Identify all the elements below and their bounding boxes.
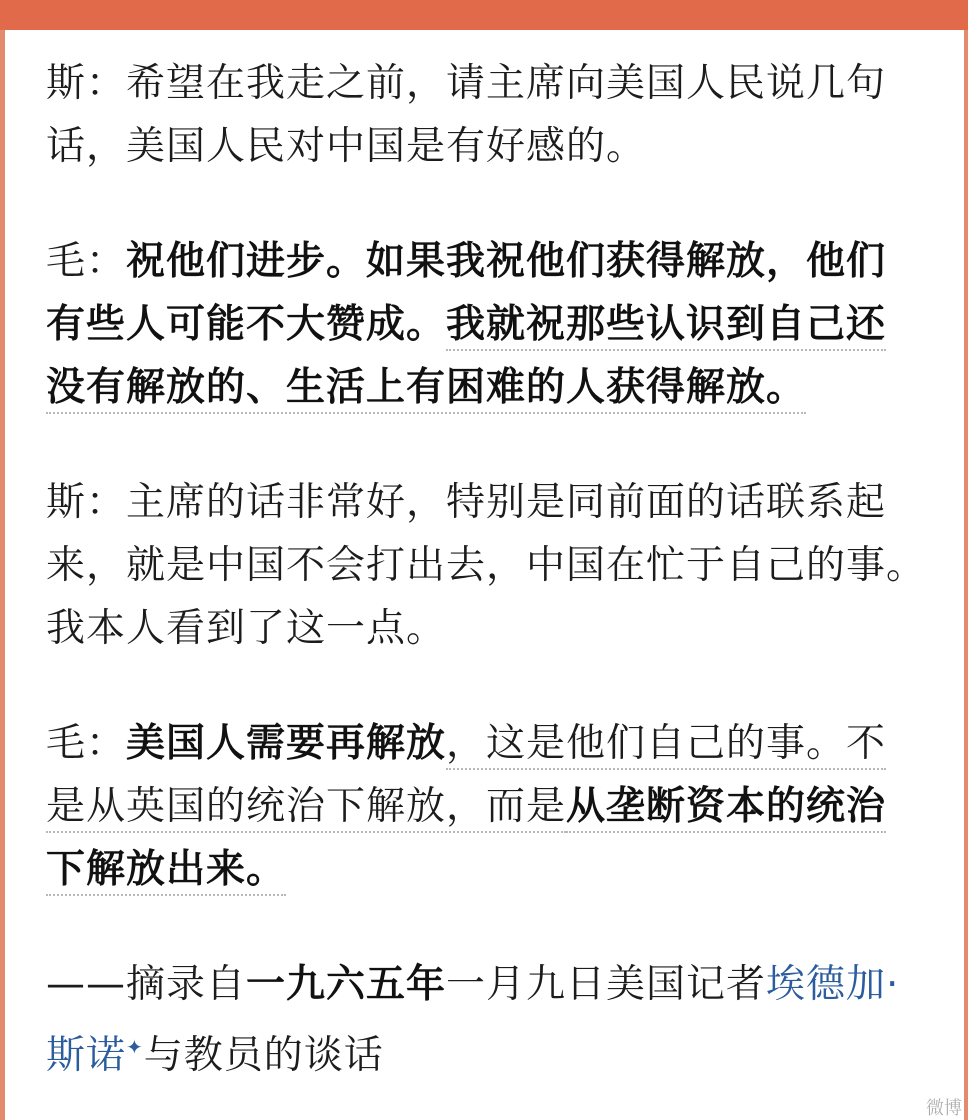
left-edge xyxy=(0,30,5,1120)
paragraph-text: 希望在我走之前，请主席向美国人民说几句话，美国人民对中国是有好感的。 xyxy=(46,61,887,169)
sparkle-icon: ✦ xyxy=(126,1035,144,1059)
attribution-date: 一月九日美国记者 xyxy=(446,962,767,1007)
quote-article xyxy=(46,52,926,1087)
bold-text: 祝他们进步。如果我祝他们获得解放，他们有些人可能不大赞成。 xyxy=(46,239,887,347)
paragraph-text: 主席的话非常好，特别是同前面的话联系起来，就是中国不会打出去，中国在忙于自己的事。我本人看到了这一点。 xyxy=(46,480,927,651)
attribution-suffix: 与教员的谈话 xyxy=(143,1033,384,1078)
bold-underlined-text: 我就祝那些认识到自己还没有解放的、生活上有困难的人获得解放。 xyxy=(46,302,886,414)
speaker-label: 毛： xyxy=(46,239,127,284)
speaker-label: 毛： xyxy=(46,721,127,766)
bold-text: 美国人需要再解放 xyxy=(126,721,447,766)
paragraph-snow-2 xyxy=(46,471,926,660)
attribution-prefix: ——摘录自 xyxy=(46,962,247,1007)
paragraph-mao-2 xyxy=(46,712,926,901)
person-link[interactable]: 埃德加·斯诺 xyxy=(46,962,900,1078)
speaker-label: 斯： xyxy=(46,480,127,525)
source-attribution xyxy=(46,953,926,1087)
watermark: 微博 xyxy=(926,1098,962,1119)
bold-underlined-text: 从垄断资本的统治下解放出来。 xyxy=(46,784,886,896)
right-edge xyxy=(964,30,968,1120)
paragraph-mao-1 xyxy=(46,230,926,419)
top-accent-bar xyxy=(0,0,968,30)
attribution-year: 一九六五年 xyxy=(246,962,447,1007)
paragraph-snow-1 xyxy=(46,52,926,178)
underlined-text: ，这是他们自己的事。不是从英国的统治下解放，而是 xyxy=(46,721,886,833)
speaker-label: 斯： xyxy=(46,61,127,106)
